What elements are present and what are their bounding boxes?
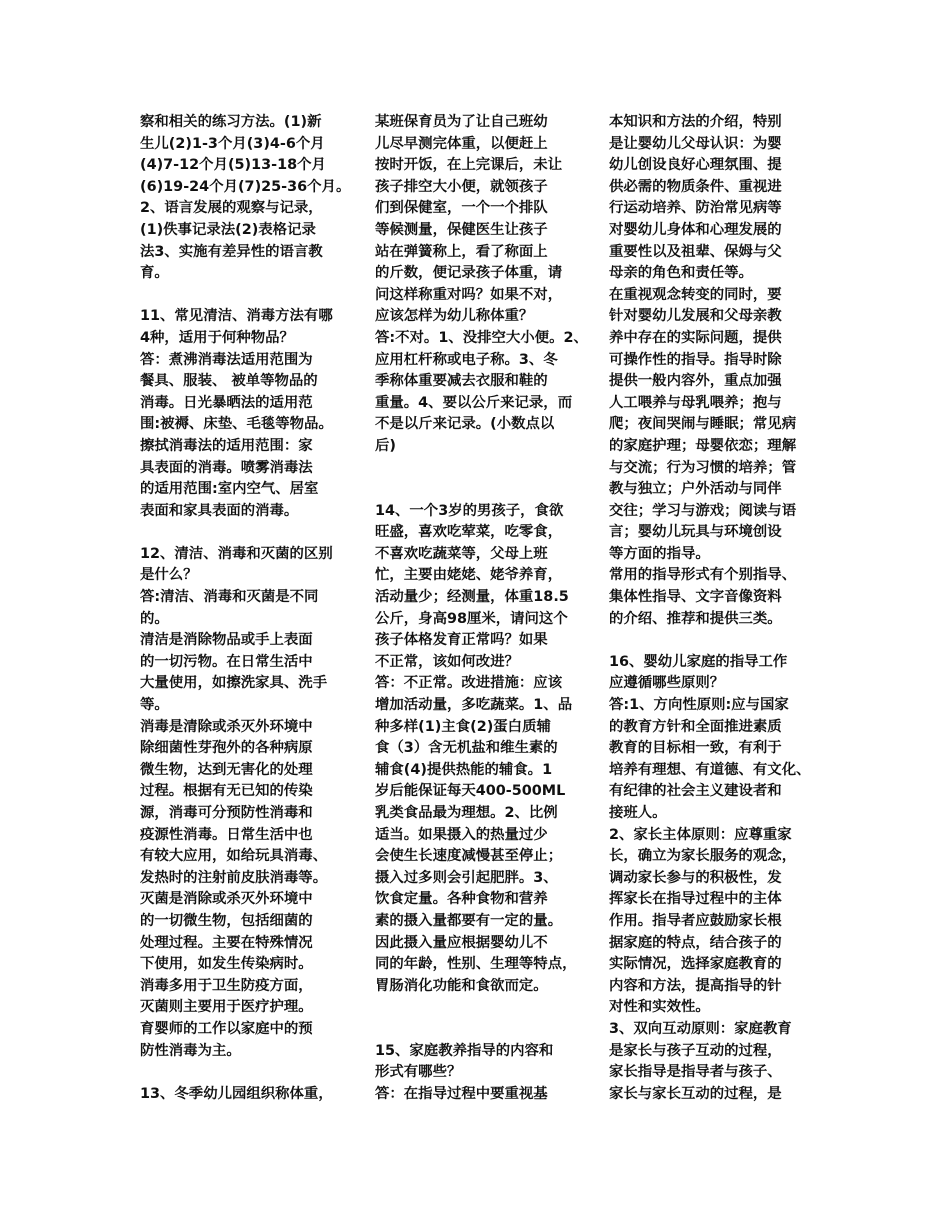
text-line: 的家庭护理；母婴依恋；理解	[609, 437, 797, 454]
text-line: 实际情况，选择家庭教育的	[609, 956, 782, 973]
paragraph-spacer	[609, 630, 827, 652]
paragraph-spacer	[375, 997, 593, 1040]
text-line: 可操作性的指导。指导时除	[609, 351, 782, 368]
text-line: 孩子体格发育正常吗？如果	[375, 632, 548, 649]
text-line: 孩子排空大小便，就领孩子	[375, 178, 548, 195]
text-line: 消毒。日光暴晒法的适用范	[140, 394, 313, 411]
text-line: 幼儿创设良好心理氛围、提	[609, 157, 782, 174]
text-line: 母亲的角色和责任等。	[609, 265, 753, 282]
text-line: 答:清洁、消毒和灭菌是不同	[140, 589, 319, 606]
text-column-3	[609, 112, 827, 1105]
text-line: 常用的指导形式有个别指导、	[609, 567, 797, 584]
text-line: 问这样称重对吗？如果不对，	[375, 286, 563, 303]
text-line: 旺盛，喜欢吃荤菜，吃零食，	[375, 524, 563, 541]
text-line: 长，确立为家长服务的观念，	[609, 848, 797, 865]
text-line: 有较大应用，如给玩具消毒、	[140, 848, 328, 865]
text-section	[375, 1041, 593, 1106]
text-line: 处理过程。主要在特殊情况	[140, 934, 313, 951]
paragraph-spacer	[140, 522, 358, 544]
text-line: 重量。4、要以公斤来记录，而	[375, 394, 573, 411]
text-line: 等方面的指导。	[609, 545, 710, 562]
text-line: 应用杠杆称或电子称。3、冬	[375, 351, 558, 368]
text-line: 答:不对。1、没排空大小便。2、	[375, 329, 588, 346]
text-line: 接班人。	[609, 805, 667, 821]
text-line: 表面和家具表面的消毒。	[140, 502, 299, 519]
text-line: 调动家长参与的积极性，发	[609, 869, 782, 886]
text-line: 不喜欢吃蔬菜等，父母上班	[375, 545, 548, 562]
text-line: 法3、实施有差异性的语言教	[140, 243, 323, 260]
text-line: 本知识和方法的介绍，特别	[609, 114, 782, 130]
text-line: 12、清洁、消毒和灭菌的区别	[140, 545, 333, 562]
text-line: 交往；学习与游戏；阅读与语	[609, 502, 797, 519]
text-line: 擦拭消毒法的适用范围：家	[140, 437, 313, 454]
text-line: 摄入过多则会引起肥胖。3、	[375, 869, 558, 886]
text-line: 行运动培养、防治常见病等	[609, 200, 782, 217]
text-line: 发热时的注射前皮肤消毒等。	[140, 869, 328, 886]
text-line: 种多样(1)主食(2)蛋白质辅	[375, 718, 551, 735]
text-line: 的教育方针和全面推进素质	[609, 718, 782, 735]
text-line: 过程。根据有无已知的传染	[140, 783, 313, 800]
text-line: 作用。指导者应鼓励家长根	[609, 912, 782, 929]
text-line: 会使生长速度减慢甚至停止；	[375, 848, 563, 865]
text-line: 人工喂养与母乳喂养；抱与	[609, 394, 782, 411]
text-line: 应遵循哪些原则？	[609, 675, 725, 692]
text-line: 胃肠消化功能和食欲而定。	[375, 977, 548, 994]
text-line: 4种，适用于何种物品？	[140, 329, 294, 346]
text-line: (6)19-24个月(7)25-36个月。	[140, 178, 351, 195]
text-line: 消毒多用于卫生防疫方面，	[140, 977, 313, 994]
text-line: 在重视观念转变的同时，要	[609, 286, 782, 303]
text-line: 对婴幼儿身体和心理发展的	[609, 221, 782, 238]
text-line: 答：煮沸消毒法适用范围为	[140, 351, 313, 368]
text-line: 清洁是消除物品或手上表面	[140, 632, 313, 649]
text-column-2	[375, 112, 593, 1105]
text-section	[609, 112, 827, 630]
text-line: 下使用，如发生传染病时。	[140, 956, 313, 973]
text-line: 家长指导是指导者与孩子、	[609, 1064, 782, 1081]
text-line: 的一切污物。在日常生活中	[140, 653, 313, 670]
text-line: (1)佚事记录法(2)表格记录	[140, 221, 316, 238]
text-line: 生儿(2)1-3个月(3)4-6个月	[140, 135, 325, 152]
text-line: 疫源性消毒。日常生活中也	[140, 826, 313, 843]
text-line: 活动量少；经测量，体重18.5	[375, 589, 569, 606]
text-line: 答:1、方向性原则:应与国家	[609, 697, 789, 714]
text-line: 有纪律的社会主义建设者和	[609, 783, 782, 800]
text-line: 是让婴幼儿父母认识：为婴	[609, 135, 782, 152]
text-line: 15、家庭教养指导的内容和	[375, 1042, 554, 1059]
text-line: 按时开饭，在上完课后，未让	[375, 157, 563, 174]
text-line: 微生物，达到无害化的处理	[140, 761, 313, 778]
text-line: 某班保育员为了让自己班幼	[375, 114, 548, 130]
paragraph-spacer	[140, 1062, 358, 1084]
text-line: 14、一个3岁的男孩子，食欲	[375, 502, 564, 519]
text-line: 们到保健室，一个一个排队	[375, 200, 548, 217]
text-line: 2、家长主体原则：应尊重家	[609, 826, 792, 843]
text-line: 等。	[140, 697, 169, 714]
text-line: 因此摄入量应根据婴幼儿不	[375, 934, 548, 951]
text-line: 饮食定量。各种食物和营养	[375, 891, 548, 908]
text-line: 爬；夜间哭闹与睡眠；常见病	[609, 416, 797, 433]
text-line: 形式有哪些？	[375, 1064, 462, 1081]
text-section	[140, 1084, 358, 1106]
text-line: 是家长与孩子互动的过程，	[609, 1042, 782, 1059]
text-line: 防性消毒为主。	[140, 1042, 241, 1059]
text-line: 素的摄入量都要有一定的量。	[375, 912, 563, 929]
text-line: 适当。如果摄入的热量过少	[375, 826, 548, 843]
text-line: 公斤，身高98厘米，请问这个	[375, 610, 568, 627]
text-line: 灭菌则主要用于医疗护理。	[140, 999, 313, 1016]
text-line: 内容和方法，提高指导的针	[609, 977, 782, 994]
text-line: 大量使用，如擦洗家具、洗手	[140, 675, 328, 692]
text-line: 同的年龄，性别、生理等特点，	[375, 956, 577, 973]
text-line: 13、冬季幼儿园组织称体重，	[140, 1085, 333, 1102]
text-line: 灭菌是消除或杀灭外环境中	[140, 891, 313, 908]
text-line: 集体性指导、文字音像资料	[609, 589, 782, 606]
text-section	[140, 112, 358, 285]
text-line: 教育的目标相一致，有利于	[609, 740, 782, 757]
text-section	[140, 544, 358, 1062]
text-line: 针对婴幼儿发展和父母亲教	[609, 308, 782, 325]
paragraph-spacer	[375, 458, 593, 501]
text-line: 的一切微生物，包括细菌的	[140, 912, 313, 929]
text-line: 消毒是清除或杀灭外环境中	[140, 718, 313, 735]
text-line: 不正常，该如何改进？	[375, 653, 519, 670]
text-section	[375, 112, 593, 458]
text-line: 岁后能保证每天400-500ML	[375, 783, 566, 800]
text-line: 答：不正常。改进措施：应该	[375, 675, 563, 692]
text-line: 3、双向互动原则：家庭教育	[609, 1020, 792, 1037]
text-section	[609, 652, 827, 1105]
text-line: 提供一般内容外，重点加强	[609, 373, 782, 390]
text-line: 后)	[375, 437, 396, 454]
text-line: 察和相关的练习方法。(1)新	[140, 114, 322, 130]
text-line: 食（3）含无机盐和维生素的	[375, 740, 558, 757]
text-line: 餐具、服装、 被单等物品的	[140, 373, 318, 390]
text-line: 挥家长在指导过程中的主体	[609, 891, 782, 908]
text-line: 站在弹簧称上，看了称面上	[375, 243, 548, 260]
text-line: (4)7-12个月(5)13-18个月	[140, 157, 326, 174]
text-line: 增加活动量，多吃蔬菜。1、品	[375, 697, 573, 714]
text-line: 围:被褥、床垫、毛毯等物品。	[140, 416, 333, 433]
text-line: 培养有理想、有道德、有文化、	[609, 761, 811, 778]
text-line: 的斤数，便记录孩子体重，请	[375, 265, 563, 282]
text-line: 的介绍、推荐和提供三类。	[609, 610, 782, 627]
text-line: 11、常见清洁、消毒方法有哪	[140, 308, 333, 325]
text-line: 等候测量，保健医生让孩子	[375, 221, 548, 238]
text-line: 的适用范围:室内空气、居室	[140, 481, 319, 498]
text-line: 养中存在的实际问题，提供	[609, 329, 782, 346]
text-line: 的。	[140, 610, 169, 627]
text-line: 据家庭的特点，结合孩子的	[609, 934, 782, 951]
text-line: 教与独立；户外活动与同伴	[609, 481, 782, 498]
text-line: 重要性以及祖辈、保姆与父	[609, 243, 782, 260]
text-line: 2、语言发展的观察与记录，	[140, 200, 323, 217]
paragraph-spacer	[140, 285, 358, 307]
text-line: 育。	[140, 265, 169, 282]
text-line: 对性和实效性。	[609, 999, 710, 1016]
text-line: 季称体重要减去衣服和鞋的	[375, 373, 548, 390]
text-line: 不是以斤来记录。(小数点以	[375, 416, 555, 433]
text-line: 是什么？	[140, 567, 198, 584]
text-line: 具表面的消毒。喷雾消毒法	[140, 459, 313, 476]
text-line: 育婴师的工作以家庭中的预	[140, 1020, 313, 1037]
text-line: 儿尽早测完体重，以便赶上	[375, 135, 548, 152]
text-line: 应该怎样为幼儿称体重？	[375, 308, 534, 325]
text-line: 言；婴幼儿玩具与环境创设	[609, 524, 782, 541]
text-column-1	[140, 112, 358, 1105]
text-line: 家长与家长互动的过程，是	[609, 1085, 782, 1102]
text-line: 与交流；行为习惯的培养；管	[609, 459, 797, 476]
text-line: 源，消毒可分预防性消毒和	[140, 805, 313, 821]
text-line: 乳类食品最为理想。2、比例	[375, 805, 558, 821]
text-line: 除细菌性芽孢外的各种病原	[140, 740, 313, 757]
text-line: 16、婴幼儿家庭的指导工作	[609, 653, 788, 670]
text-section	[140, 306, 358, 522]
text-line: 供必需的物质条件、重视进	[609, 178, 782, 195]
text-line: 忙，主要由姥姥、姥爷养育，	[375, 567, 563, 584]
text-line: 辅食(4)提供热能的辅食。1	[375, 761, 553, 778]
text-line: 答：在指导过程中要重视基	[375, 1085, 548, 1102]
text-section	[375, 501, 593, 998]
